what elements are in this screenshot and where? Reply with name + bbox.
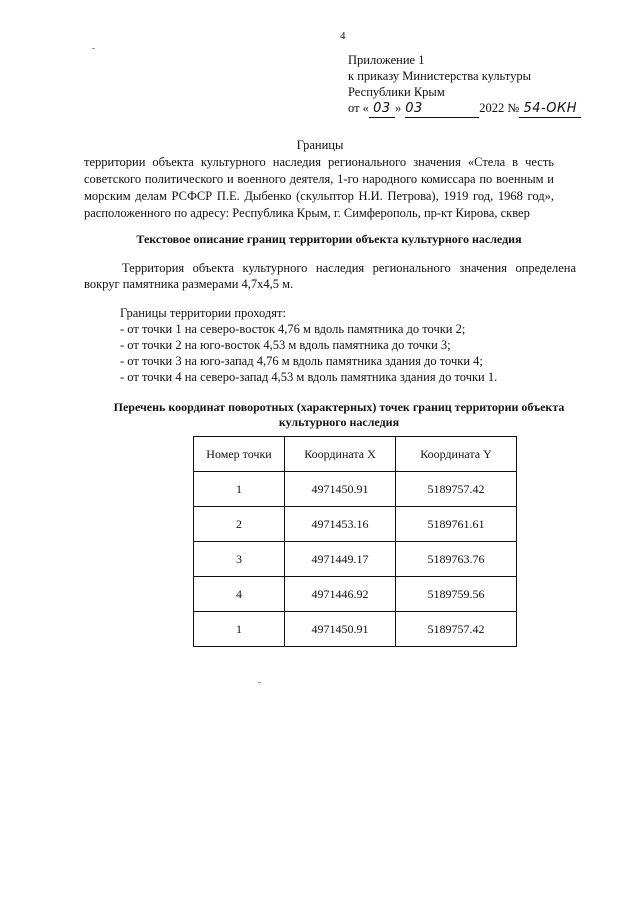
text-section-title: Текстовое описание границ территории объекта культурного наследия (136, 232, 522, 246)
cell-point: 2 (194, 507, 285, 542)
cell-y: 5189759.56 (396, 577, 517, 612)
date-prefix: от « (348, 101, 369, 115)
cell-x: 4971449.17 (285, 542, 396, 577)
table-row (194, 612, 517, 647)
appendix-line-2: к приказу Министерства культуры (348, 69, 531, 83)
appendix-block (348, 52, 581, 118)
appendix-date-line (348, 100, 581, 118)
cell-x: 4971446.92 (285, 577, 396, 612)
cell-y: 5189761.61 (396, 507, 517, 542)
scan-mark (258, 682, 261, 683)
scan-mark (92, 48, 95, 49)
cell-point: 3 (194, 542, 285, 577)
page-number: 4 (340, 30, 346, 42)
table-row (194, 507, 517, 542)
table-row (194, 542, 517, 577)
coordinates-table (193, 436, 517, 647)
coords-title-line-2: культурного наследия (278, 415, 400, 429)
table-row (194, 577, 517, 612)
cell-x: 4971450.91 (285, 472, 396, 507)
order-number: 54-ОКН (519, 101, 581, 118)
table-row (194, 472, 517, 507)
header-coord-y: Координата Y (396, 437, 517, 472)
cell-point: 1 (194, 612, 285, 647)
cell-y: 5189763.76 (396, 542, 517, 577)
date-quote: » (394, 101, 402, 115)
cell-x: 4971453.16 (285, 507, 396, 542)
territory-text: Территория объекта культурного наследия регионального значения определена вокруг памятника размерами 4,7х4,5 м. (84, 261, 576, 291)
bounds-list (120, 305, 497, 385)
bounds-item: - от точки 3 на юго-запад 4,76 м вдоль памятника здания до точки 4; (120, 354, 483, 368)
object-description (84, 154, 554, 222)
appendix-line-3: Республики Крым (348, 85, 445, 99)
coords-title-line-1: Перечень координат поворотных (характерных) точек границ территории объекта (113, 400, 565, 414)
cell-y: 5189757.42 (396, 472, 517, 507)
coords-section-title (84, 400, 594, 430)
date-month: 03 (405, 101, 479, 118)
cell-point: 4 (194, 577, 285, 612)
table-header-row (194, 437, 517, 472)
appendix-line-1: Приложение 1 (348, 53, 425, 67)
cell-y: 5189757.42 (396, 612, 517, 647)
description-text: территории объекта культурного наследия регионального значения «Стела в честь советского политического и военного деятеля, 1-го народного комиссара по военным и морским делам РСФСР П.Е. Дыбенко (скульптор Н.И. Петрова), 1919 год, 1968 год», расположенного по адресу: Республика Крым, г. Симферополь, пр-кт Кирова, сквер (84, 155, 554, 220)
date-day: 03 (369, 101, 395, 118)
bounds-item: - от точки 2 на юго-восток 4,53 м вдоль памятника до точки 3; (120, 338, 451, 352)
header-point-number: Номер точки (194, 437, 285, 472)
cell-point: 1 (194, 472, 285, 507)
date-year: 2022 № (479, 101, 520, 115)
header-coord-x: Координата X (285, 437, 396, 472)
cell-x: 4971450.91 (285, 612, 396, 647)
boundaries-heading: Границы (296, 138, 344, 152)
territory-paragraph (84, 260, 576, 292)
bounds-item: - от точки 1 на северо-восток 4,76 м вдоль памятника до точки 2; (120, 322, 466, 336)
bounds-item: - от точки 4 на северо-запад 4,53 м вдоль памятника здания до точки 1. (120, 370, 498, 384)
bounds-intro: Границы территории проходят: (120, 306, 286, 320)
